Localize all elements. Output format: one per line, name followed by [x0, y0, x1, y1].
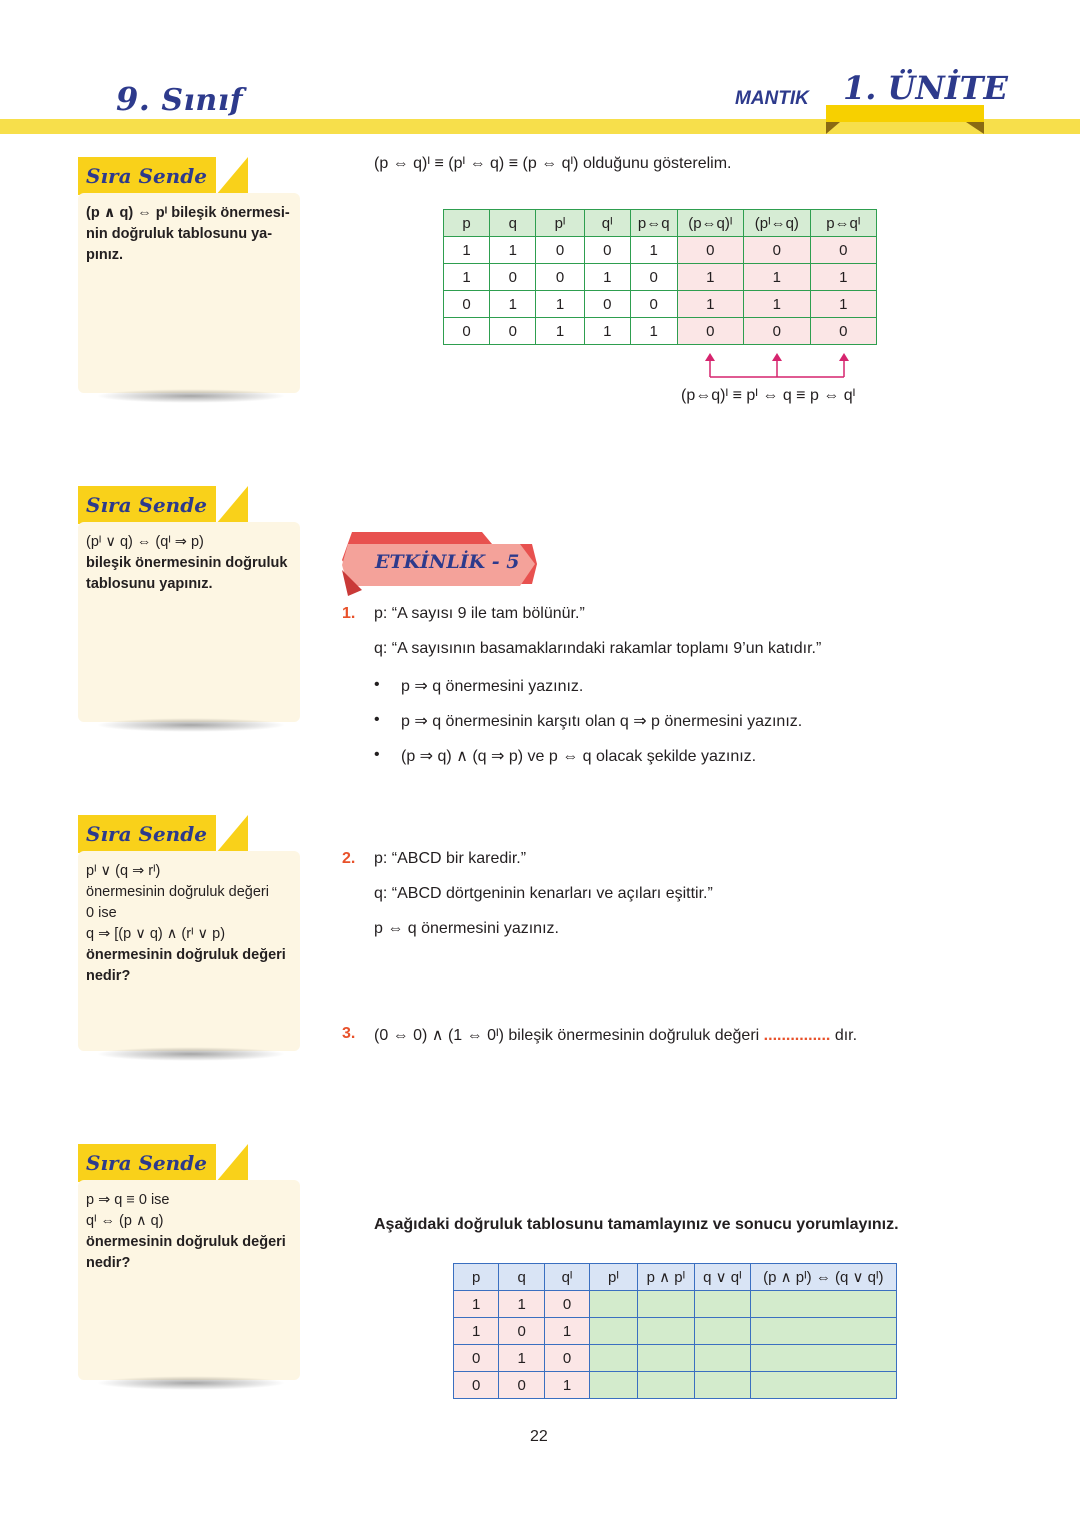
q1-bullet-item: p ⇒ q önermesini yazınız.	[401, 678, 584, 695]
equivalence-arrows	[690, 350, 870, 380]
box-shadow	[96, 718, 286, 732]
text-line: önermesinin doğruluk değeri	[86, 947, 286, 963]
text-line: önermesinin doğruluk değeri	[86, 1234, 286, 1250]
table-row	[444, 318, 877, 345]
text-line: qᴵ ⇔ (p ∧ q)	[86, 1213, 164, 1229]
text-line: pınız.	[86, 247, 124, 263]
bullet-icon: •	[374, 746, 380, 763]
unit-banner-fold-right	[966, 122, 984, 134]
sira-sende-text	[86, 861, 298, 987]
empty-answer-cell[interactable]	[750, 1345, 896, 1372]
table-header-row	[454, 1264, 897, 1291]
table-header-row	[444, 210, 877, 237]
q1-p-statement: p: “A sayısı 9 ile tam bölünür.”	[374, 605, 585, 622]
table-cell: 1	[444, 237, 490, 264]
table-header-cell: (p ∧ pᴵ) ⇔ (q ∨ qᴵ)	[750, 1264, 896, 1291]
table-row	[444, 264, 877, 291]
arrow-head-icon	[705, 353, 715, 361]
table-row	[454, 1345, 897, 1372]
text-line: tablosunu yapınız.	[86, 576, 213, 592]
text-line: 0 ise	[86, 905, 117, 921]
box-shadow	[96, 1376, 286, 1390]
table-cell: 0	[677, 237, 744, 264]
table-header-cell: p	[444, 210, 490, 237]
table-cell: 0	[454, 1345, 499, 1372]
table-header-cell: q ∨ qᴵ	[695, 1264, 751, 1291]
table-row	[454, 1372, 897, 1399]
q1-q-statement: q: “A sayısının basamaklarındaki rakamlar toplamı 9’un katıdır.”	[374, 640, 822, 657]
table-cell: 1	[454, 1318, 499, 1345]
empty-answer-cell[interactable]	[590, 1372, 637, 1399]
table-cell: 0	[584, 237, 630, 264]
sira-sende-body	[78, 522, 300, 722]
sira-sende-text	[86, 203, 298, 266]
text-line: önermesinin doğruluk değeri	[86, 884, 269, 900]
question-number: 1.	[342, 605, 356, 622]
sira-sende-body	[78, 1180, 300, 1380]
unit-title: 1. ÜNİTE	[843, 69, 1008, 107]
table-header-cell: pᴵ	[590, 1264, 637, 1291]
table-cell: 1	[544, 1372, 589, 1399]
unit-banner	[826, 105, 984, 122]
arrow-head-icon	[839, 353, 849, 361]
sira-sende-box-4	[78, 1144, 300, 1394]
empty-answer-cell[interactable]	[695, 1291, 751, 1318]
empty-answer-cell[interactable]	[590, 1345, 637, 1372]
text-line: q ⇒ [(p ∨ q) ∧ (rᴵ ∨ p)	[86, 926, 226, 942]
table-cell: 1	[499, 1291, 544, 1318]
q2-q-statement: q: “ABCD dörtgeninin kenarları ve açıları eşittir.”	[374, 885, 713, 902]
empty-answer-cell[interactable]	[750, 1318, 896, 1345]
text-line: pᴵ ∨ (q ⇒ rᴵ)	[86, 863, 161, 879]
table-cell: 1	[630, 318, 677, 345]
text-line: nedir?	[86, 968, 131, 984]
empty-answer-cell[interactable]	[637, 1291, 695, 1318]
table-cell: 1	[454, 1291, 499, 1318]
table-cell: 0	[444, 318, 490, 345]
table-cell: 0	[630, 291, 677, 318]
box-shadow	[96, 389, 286, 403]
bullet-icon: •	[374, 676, 380, 693]
table-cell: 0	[490, 264, 536, 291]
empty-answer-cell[interactable]	[750, 1372, 896, 1399]
table-cell: 0	[536, 264, 584, 291]
table-row	[444, 291, 877, 318]
answer-blank: ...............	[763, 1027, 831, 1044]
table-cell: 1	[810, 291, 876, 318]
sira-sende-text	[86, 1190, 298, 1274]
empty-answer-cell[interactable]	[695, 1345, 751, 1372]
grade-word: Sınıf	[161, 83, 244, 118]
topic-title: MANTIK	[735, 88, 809, 109]
table-row	[444, 237, 877, 264]
sira-sende-title: Sıra Sende	[78, 157, 216, 195]
table-cell: 1	[677, 291, 744, 318]
text-line: (p ∧ q) ⇔ pᴵ bileşik önermesi-	[86, 205, 290, 221]
table-cell: 0	[744, 237, 811, 264]
table-cell: 1	[490, 291, 536, 318]
table-header-cell: p⇔q	[630, 210, 677, 237]
table-row	[454, 1318, 897, 1345]
sira-sende-text	[86, 532, 298, 595]
sira-sende-title: Sıra Sende	[78, 486, 216, 524]
question-number: 3.	[342, 1025, 356, 1042]
sira-sende-box-2	[78, 486, 300, 736]
table-header-cell: q	[490, 210, 536, 237]
table-cell: 1	[584, 264, 630, 291]
table-cell: 1	[536, 318, 584, 345]
table-cell: 1	[499, 1345, 544, 1372]
empty-answer-cell[interactable]	[637, 1372, 695, 1399]
text-line: bileşik önermesinin doğruluk	[86, 555, 288, 571]
table-cell: 1	[810, 264, 876, 291]
table-cell: 0	[536, 237, 584, 264]
truth-table-1	[443, 209, 877, 345]
text-line: p ⇒ q ≡ 0 ise	[86, 1192, 170, 1208]
table-header-cell: q	[499, 1264, 544, 1291]
table-cell: 1	[744, 264, 811, 291]
table-cell: 1	[677, 264, 744, 291]
table-cell: 1	[630, 237, 677, 264]
table-cell: 0	[444, 291, 490, 318]
box-shadow	[96, 1047, 286, 1061]
table-header-cell: p ∧ pᴵ	[637, 1264, 695, 1291]
sira-sende-title: Sıra Sende	[78, 815, 216, 853]
q3-end: dır.	[834, 1027, 858, 1044]
empty-answer-cell[interactable]	[750, 1291, 896, 1318]
bullet-icon: •	[374, 711, 380, 728]
table-cell: 1	[544, 1318, 589, 1345]
grade-number: 9.	[116, 80, 151, 118]
empty-answer-cell[interactable]	[590, 1291, 637, 1318]
sira-sende-body	[78, 851, 300, 1051]
question-number: 2.	[342, 850, 356, 867]
empty-answer-cell[interactable]	[695, 1318, 751, 1345]
table-cell: 0	[544, 1291, 589, 1318]
table-row	[454, 1291, 897, 1318]
grade-title	[116, 80, 243, 118]
table-header-cell: p	[454, 1264, 499, 1291]
sira-sende-body	[78, 193, 300, 393]
empty-answer-cell[interactable]	[590, 1318, 637, 1345]
table-cell: 0	[499, 1318, 544, 1345]
sira-sende-box-3	[78, 815, 300, 1065]
table-cell: 1	[490, 237, 536, 264]
empty-answer-cell[interactable]	[637, 1318, 695, 1345]
table-header-cell: p⇔qᴵ	[810, 210, 876, 237]
table-header-cell: pᴵ	[536, 210, 584, 237]
table-cell: 1	[584, 318, 630, 345]
intro-text: (p ⇔ q)ᴵ ≡ (pᴵ ⇔ q) ≡ (p ⇔ qᴵ) olduğunu gösterelim.	[374, 155, 732, 172]
task2-instruction: Aşağıdaki doğruluk tablosunu tamamlayınız ve sonucu yorumlayınız.	[374, 1216, 899, 1233]
table-header-cell: qᴵ	[584, 210, 630, 237]
arrow-head-icon	[772, 353, 782, 361]
table-cell: 0	[630, 264, 677, 291]
unit-banner-fold-left	[826, 122, 840, 134]
q1-bullet-item: p ⇒ q önermesinin karşıtı olan q ⇒ p önermesini yazınız.	[401, 713, 803, 730]
table-header-cell: (p⇔q)ᴵ	[677, 210, 744, 237]
table-header-cell: qᴵ	[544, 1264, 589, 1291]
q2-p-statement: p: “ABCD bir karedir.”	[374, 850, 527, 867]
q3-statement: (0 ⇔ 0) ∧ (1 ⇔ 0ᴵ) bileşik önermesinin doğruluk değeri	[374, 1027, 760, 1044]
table-cell: 0	[677, 318, 744, 345]
q3-text	[374, 1025, 857, 1045]
table1-conclusion: (p⇔q)ᴵ ≡ pᴵ ⇔ q ≡ p ⇔ qᴵ	[681, 387, 856, 404]
table-cell: 0	[744, 318, 811, 345]
table-cell: 0	[499, 1372, 544, 1399]
table-cell: 0	[810, 318, 876, 345]
empty-answer-cell[interactable]	[695, 1372, 751, 1399]
table-cell: 0	[490, 318, 536, 345]
sira-sende-box-1	[78, 157, 300, 407]
q1-bullet-item: (p ⇒ q) ∧ (q ⇒ p) ve p ⇔ q olacak şekilde yazınız.	[401, 748, 757, 765]
text-line: nin doğruluk tablosunu ya-	[86, 226, 273, 242]
table-header-cell: (pᴵ⇔q)	[744, 210, 811, 237]
table-cell: 1	[536, 291, 584, 318]
empty-answer-cell[interactable]	[637, 1345, 695, 1372]
table-cell: 0	[584, 291, 630, 318]
page-number: 22	[530, 1428, 548, 1445]
table-cell: 1	[444, 264, 490, 291]
table-cell: 0	[544, 1345, 589, 1372]
table-cell: 0	[454, 1372, 499, 1399]
table-cell: 0	[810, 237, 876, 264]
sira-sende-title: Sıra Sende	[78, 1144, 216, 1182]
activity-title: ETKİNLİK - 5	[375, 551, 520, 573]
text-line: nedir?	[86, 1255, 131, 1271]
table-cell: 1	[744, 291, 811, 318]
text-line: (pᴵ ∨ q) ⇔ (qᴵ ⇒ p)	[86, 534, 204, 550]
q2-task: p ⇔ q önermesini yazınız.	[374, 920, 559, 937]
truth-table-2	[453, 1263, 897, 1399]
